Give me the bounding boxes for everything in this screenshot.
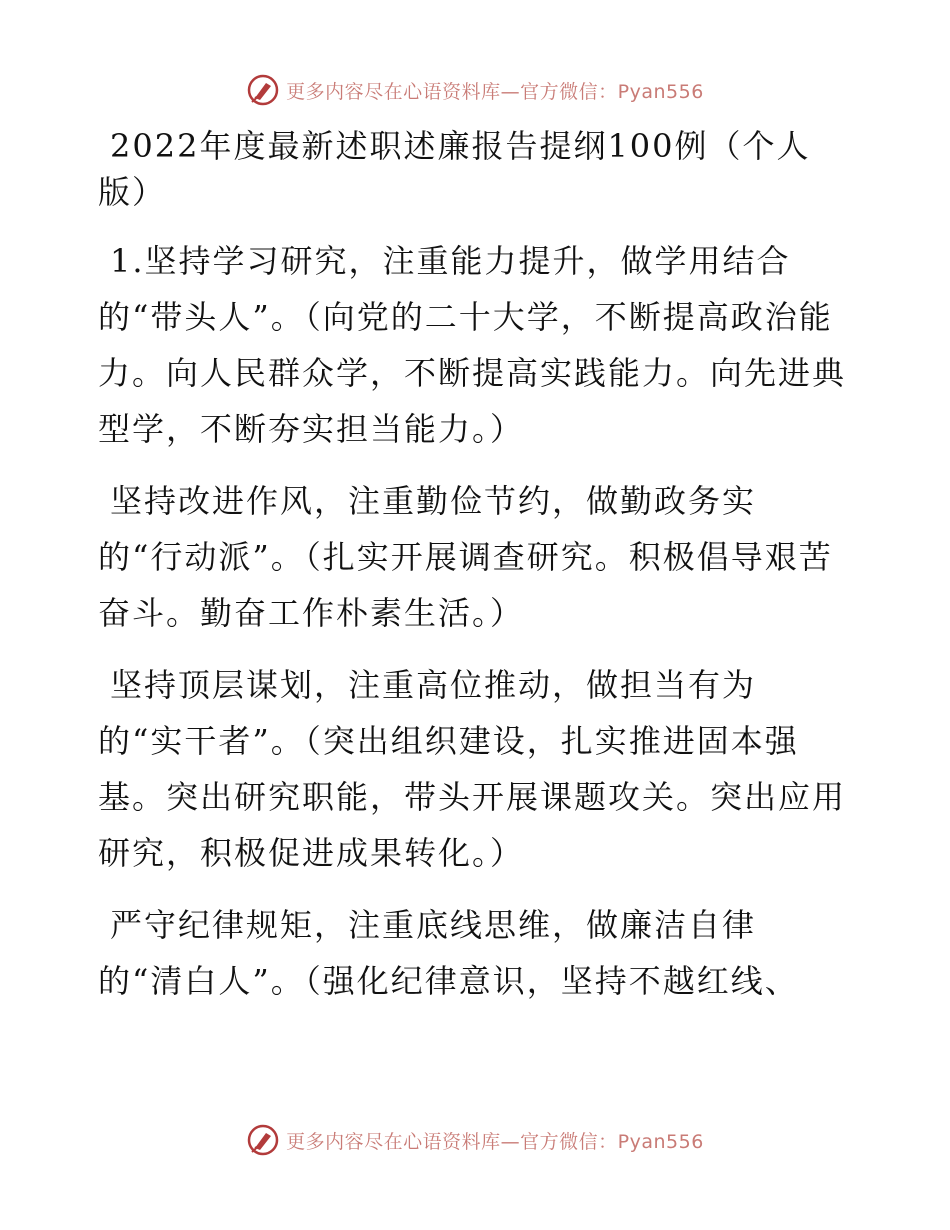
document-body (98, 123, 858, 1025)
paragraph-2 (98, 473, 858, 641)
paragraph-4 (98, 897, 858, 1009)
paragraph-lead: 坚持改进作风，注重勤俭节约，做勤政务实 (110, 482, 757, 520)
paragraph-lead: 1.坚持学习研究，注重能力提升，做学用结合 (110, 242, 791, 280)
pen-nib-logo-icon (246, 1123, 280, 1157)
paragraph-lead: 坚持顶层谋划，注重高位推动，做担当有为 (110, 666, 757, 704)
footer-banner (0, 1120, 950, 1160)
paragraph-body: 的“实干者”。（突出组织建设，扎实推进固本强基。突出研究职能，带头开展课题攻关。突出应用研究，积极促进成果转化。） (98, 722, 847, 872)
paragraph-3 (98, 657, 858, 881)
paragraph-body: 的“清白人”。（强化纪律意识，坚持不越红线、 (98, 962, 799, 1000)
pen-nib-logo-icon (246, 73, 280, 107)
paragraph-lead: 严守纪律规矩，注重底线思维，做廉洁自律 (110, 906, 757, 944)
paragraph-body: 的“行动派”。（扎实开展调查研究。积极倡导艰苦奋斗。勤奋工作朴素生活。） (98, 538, 833, 632)
document-title: 2022年度最新述职述廉报告提纲100例（个人版） (98, 127, 811, 211)
header-banner (0, 70, 950, 110)
banner-text: 更多内容尽在心语资料库—官方微信：Pyan556 (286, 1130, 704, 1153)
paragraph-body: 的“带头人”。（向党的二十大学，不断提高政治能力。向人民群众学，不断提高实践能力。向先进典型学，不断夯实担当能力。） (98, 298, 847, 448)
paragraph-1 (98, 233, 858, 457)
banner-text: 更多内容尽在心语资料库—官方微信：Pyan556 (286, 80, 704, 103)
